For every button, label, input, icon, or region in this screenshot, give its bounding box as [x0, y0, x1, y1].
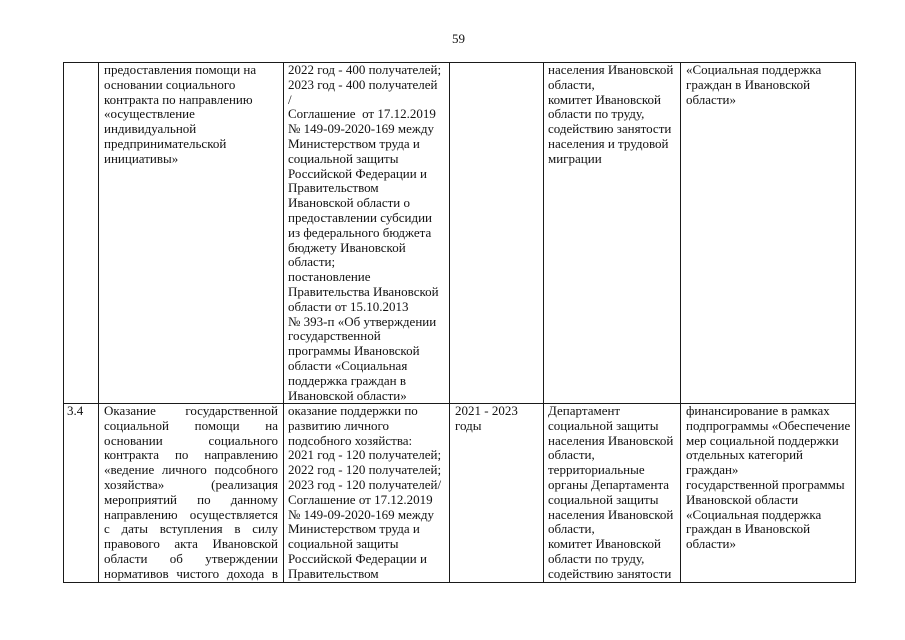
text-line: области,	[548, 447, 595, 463]
text-line: комитет Ивановской	[548, 536, 662, 552]
text-line: с даты вступления в силу	[104, 521, 278, 537]
text-line: № 149-09-2020-169 между	[288, 506, 434, 522]
text-line: граждан в Ивановской	[686, 521, 811, 537]
text-line: социальной защиты	[548, 491, 659, 507]
text-line: инициативы»	[104, 150, 179, 166]
text-line: 2023 год - 400 получателей	[288, 76, 438, 92]
text-line: комитет Ивановской	[548, 91, 662, 107]
text-line: постановление	[288, 269, 371, 285]
text-line: правового акта Ивановской	[104, 536, 278, 552]
text-line: 2022 год - 120 получателей;	[288, 462, 442, 478]
text-line: населения и трудовой	[548, 135, 669, 151]
text-line: области,	[548, 521, 595, 537]
text-line: 2022 год - 400 получателей;	[288, 62, 442, 77]
text-line: Правительством	[288, 180, 379, 196]
text-line: Ивановской области	[686, 491, 799, 507]
text-line: отдельных категорий	[686, 447, 804, 463]
text-line: области по труду,	[548, 106, 645, 122]
text-line: годы	[455, 417, 482, 433]
text-line: населения Ивановской	[548, 432, 674, 448]
text-line: области от 15.10.2013	[288, 298, 409, 314]
text-line: Российской Федерации и	[288, 550, 427, 566]
text-line: поддержка граждан в	[288, 372, 407, 388]
text-line: Министерством труда и	[288, 135, 420, 151]
text-line: Российской Федерации и	[288, 165, 427, 181]
text-line: области»	[686, 536, 736, 552]
text-line: Министерством труда и	[288, 521, 420, 537]
text-line: предоставления помощи на	[104, 62, 257, 77]
text-line: 3.4	[67, 403, 84, 418]
text-line: социальной защиты	[288, 150, 399, 166]
page-number: 59	[452, 31, 465, 46]
text-line: 2021 - 2023	[455, 403, 518, 418]
text-line: области;	[288, 254, 336, 270]
text-line: Департамент	[548, 403, 621, 418]
text-line: бюджету Ивановской	[288, 239, 406, 255]
text-line: «ведение личного подсобного	[104, 462, 278, 478]
text-line: нормативов чистого дохода в	[104, 565, 278, 581]
text-line: основании социального	[104, 432, 278, 448]
text-line: Правительством	[288, 565, 379, 581]
text-line: «осуществление	[104, 106, 195, 122]
text-line: социальной помощи на	[104, 417, 278, 433]
text-line: развитию личного	[288, 417, 390, 433]
text-line: граждан»	[686, 462, 739, 478]
text-line: «Социальная поддержка	[686, 506, 822, 522]
text-line: 2023 год - 120 получателей/	[288, 476, 442, 492]
text-line: из федерального бюджета	[288, 224, 432, 240]
text-line: № 393-п «Об утверждении	[288, 313, 437, 329]
text-line: Оказание государственной	[104, 403, 278, 418]
text-line: населения Ивановской	[548, 506, 674, 522]
text-line: подпрограммы «Обеспечение	[686, 417, 851, 433]
text-line: Ивановской области»	[288, 387, 407, 403]
text-line: Ивановской области о	[288, 195, 410, 211]
text-line: содействию занятости	[548, 565, 672, 581]
text-line: мер социальной поддержки	[686, 432, 839, 448]
text-line: социальной защиты	[548, 417, 659, 433]
text-line: органы Департамента	[548, 476, 670, 492]
table-outer-border	[63, 62, 856, 583]
text-line: Соглашение от 17.12.2019	[288, 491, 433, 507]
text-line: контракта по направлению	[104, 447, 278, 463]
text-line: области»	[686, 91, 736, 107]
text-line: населения Ивановской	[548, 62, 674, 77]
text-line: финансирование в рамках	[686, 403, 830, 418]
text-line: подсобного хозяйства:	[288, 432, 413, 448]
text-line: предпринимательской	[104, 135, 227, 151]
text-line: миграции	[548, 150, 602, 166]
text-line: основании социального	[104, 76, 236, 92]
text-line: области,	[548, 76, 595, 92]
text-line: области по труду,	[548, 550, 645, 566]
text-line: предоставлении субсидии	[288, 209, 433, 225]
text-line: мероприятий по данному	[104, 491, 278, 507]
text-line: 2021 год - 120 получателей;	[288, 447, 442, 463]
text-line: государственной	[288, 328, 381, 344]
text-line: области об утверждении	[104, 550, 278, 566]
text-line: Соглашение от 17.12.2019	[288, 106, 436, 122]
text-line: «Социальная поддержка	[686, 62, 822, 77]
text-line: Правительства Ивановской	[288, 283, 439, 299]
text-line: территориальные	[548, 462, 645, 478]
text-line: программы Ивановской	[288, 343, 420, 359]
text-line: социальной защиты	[288, 536, 399, 552]
text-line: граждан в Ивановской	[686, 76, 811, 92]
text-line: оказание поддержки по	[288, 403, 418, 418]
text-line: государственной программы	[686, 476, 845, 492]
text-line: направлению осуществляется	[104, 506, 278, 522]
text-line: индивидуальной	[104, 121, 197, 137]
text-line: содействию занятости	[548, 121, 672, 137]
text-line: /	[288, 91, 292, 107]
text-line: № 149-09-2020-169 между	[288, 121, 434, 137]
text-line: контракта по направлению	[104, 91, 253, 107]
text-line: хозяйства» (реализация	[104, 476, 278, 492]
text-line: области «Социальная	[288, 357, 408, 373]
